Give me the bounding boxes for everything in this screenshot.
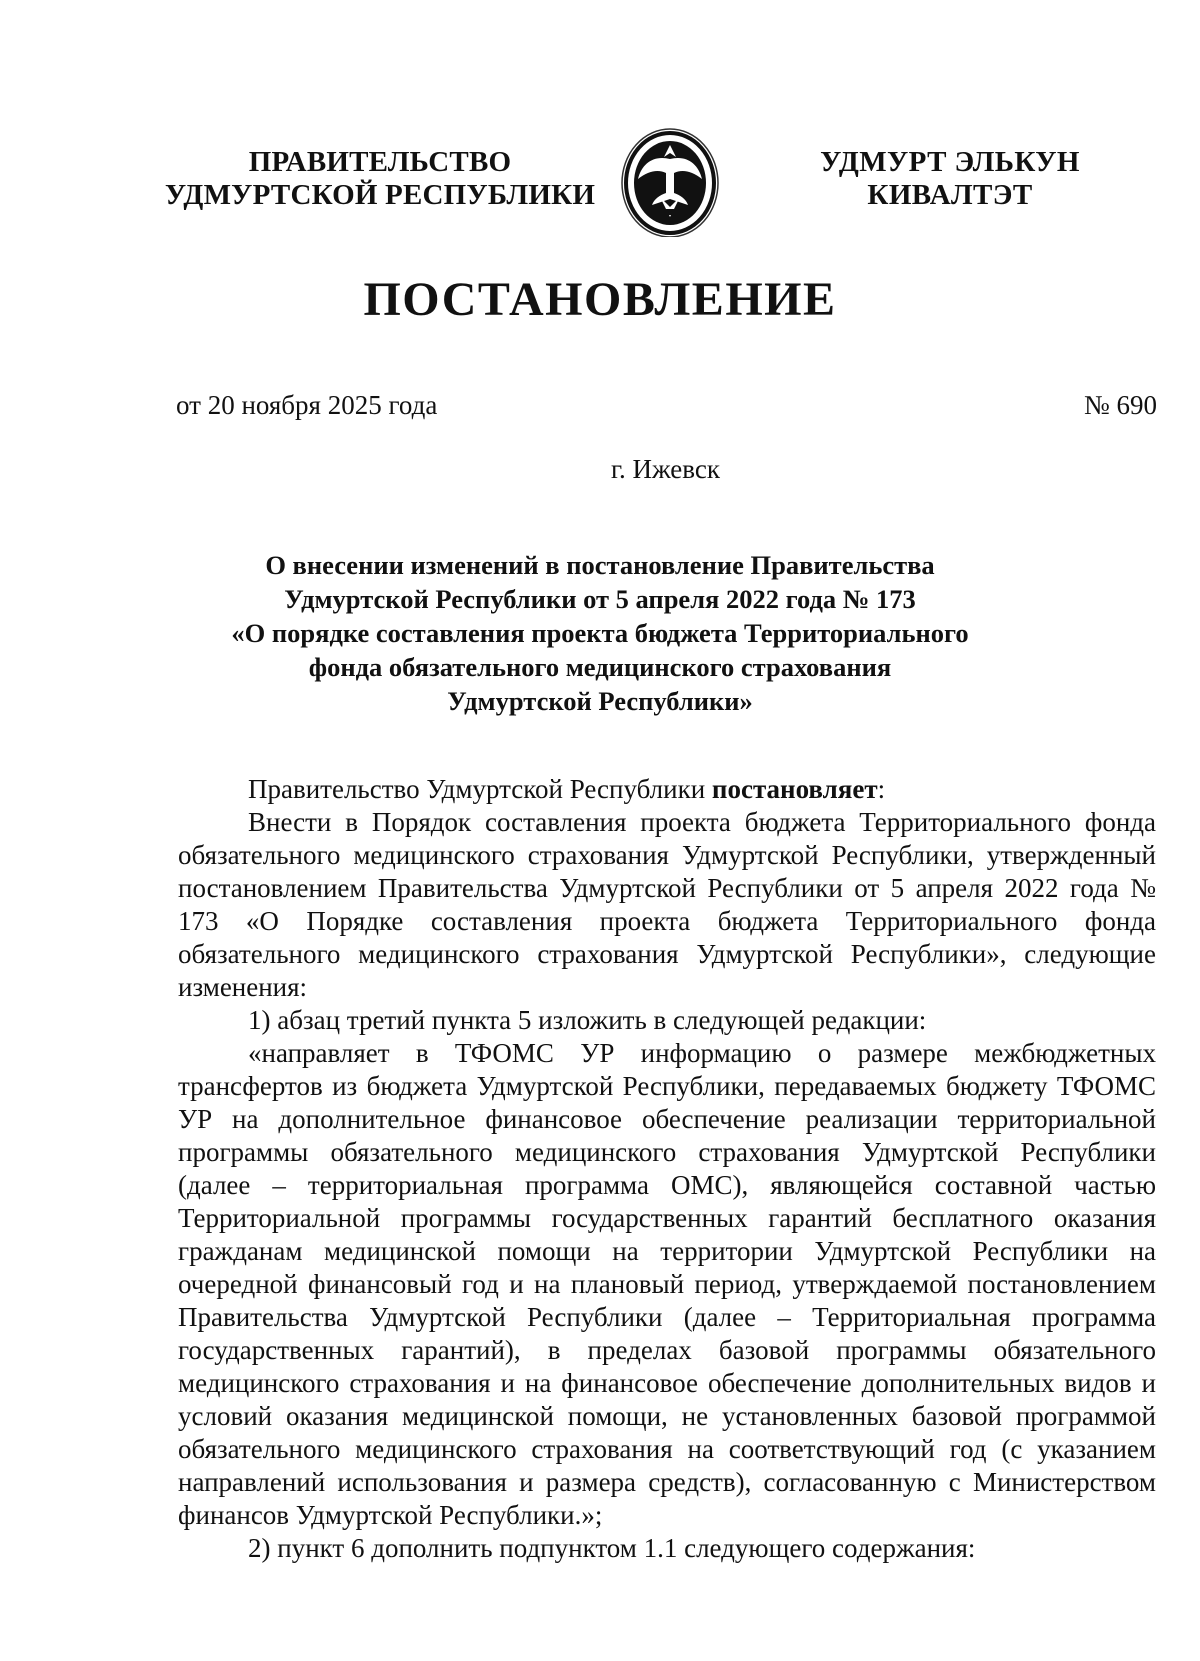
title-line: Удмуртской Республики»: [447, 686, 753, 716]
document-city: г. Ижевск: [610, 454, 720, 484]
intro-verb: постановляет: [711, 774, 878, 804]
title-line: «О порядке составления проекта бюджета Территориального: [231, 618, 969, 648]
document-date: от 20 ноября 2025 года: [176, 390, 438, 420]
intro-colon: :: [877, 774, 886, 804]
issuer-name-russian: [160, 146, 600, 212]
issuer-line: КИВАЛТЭТ: [867, 179, 1033, 211]
paragraph-main: Внести в Порядок составления проекта бюджета Территориального фонда обязательного медицинского страхования Удмуртской Республики, утвержденный постановлением Правительства Удмуртской Республики от 5 апреля 2022 года № 173 «О Порядке составления проекта бюджета Территориального фонда обязательного медицинского страхования Удмуртской Республики», следующие изменения:: [178, 807, 1156, 1002]
intro-text: Правительство Удмуртской Республики: [248, 774, 712, 804]
coat-of-arms-udmurtia-icon: [614, 125, 726, 237]
title-line: фонда обязательного медицинского страхования: [308, 652, 892, 682]
issuer-line: УДМУРТ ЭЛЬКУН: [820, 146, 1080, 178]
issuer-name-udmurt: [790, 146, 1110, 212]
intro-paragraph: [178, 773, 1156, 806]
document-number: № 690: [1083, 390, 1157, 420]
document-body: [178, 773, 1156, 1565]
issuer-line: ПРАВИТЕЛЬСТВО: [248, 146, 512, 178]
list-item: 1) абзац третий пункта 5 изложить в следующей редакции:: [248, 1005, 927, 1035]
title-line: О внесении изменений в постановление Правительства: [265, 550, 935, 580]
quoted-amendment: «направляет в ТФОМС УР информацию о размере межбюджетных трансфертов из бюджета Удмуртской Республики, передаваемых бюджету ТФОМС УР на дополнительное финансовое обеспечение реализации территориальной программы обязательного медицинского страхования Удмуртской Республики (далее – территориальная программа ОМС), являющейся составной частью Территориальной программы государственных гарантий бесплатного оказания гражданам медицинской помощи на территории Удмуртской Республики на очередной финансовый год и на плановый период, утверждаемой постановлением Правительства Удмуртской Республики (далее – Территориальная программа государственных гарантий), в пределах базовой программы обязательного медицинского страхования и на финансовое обеспечение дополнительных видов и условий оказания медицинской помощи, не установленных базовой программой обязательного медицинского страхования на соответствующий год (с указанием направлений использования и размера средств), согласованную с Министерством финансов Удмуртской Республики.»;: [178, 1038, 1156, 1530]
title-line: Удмуртской Республики от 5 апреля 2022 года № 173: [284, 584, 916, 614]
document-type: ПОСТАНОВЛЕНИЕ: [363, 273, 837, 326]
list-item: 2) пункт 6 дополнить подпунктом 1.1 следующего содержания:: [248, 1533, 976, 1563]
issuer-line: УДМУРТСКОЙ РЕСПУБЛИКИ: [164, 179, 596, 211]
document-title: [200, 548, 1000, 718]
